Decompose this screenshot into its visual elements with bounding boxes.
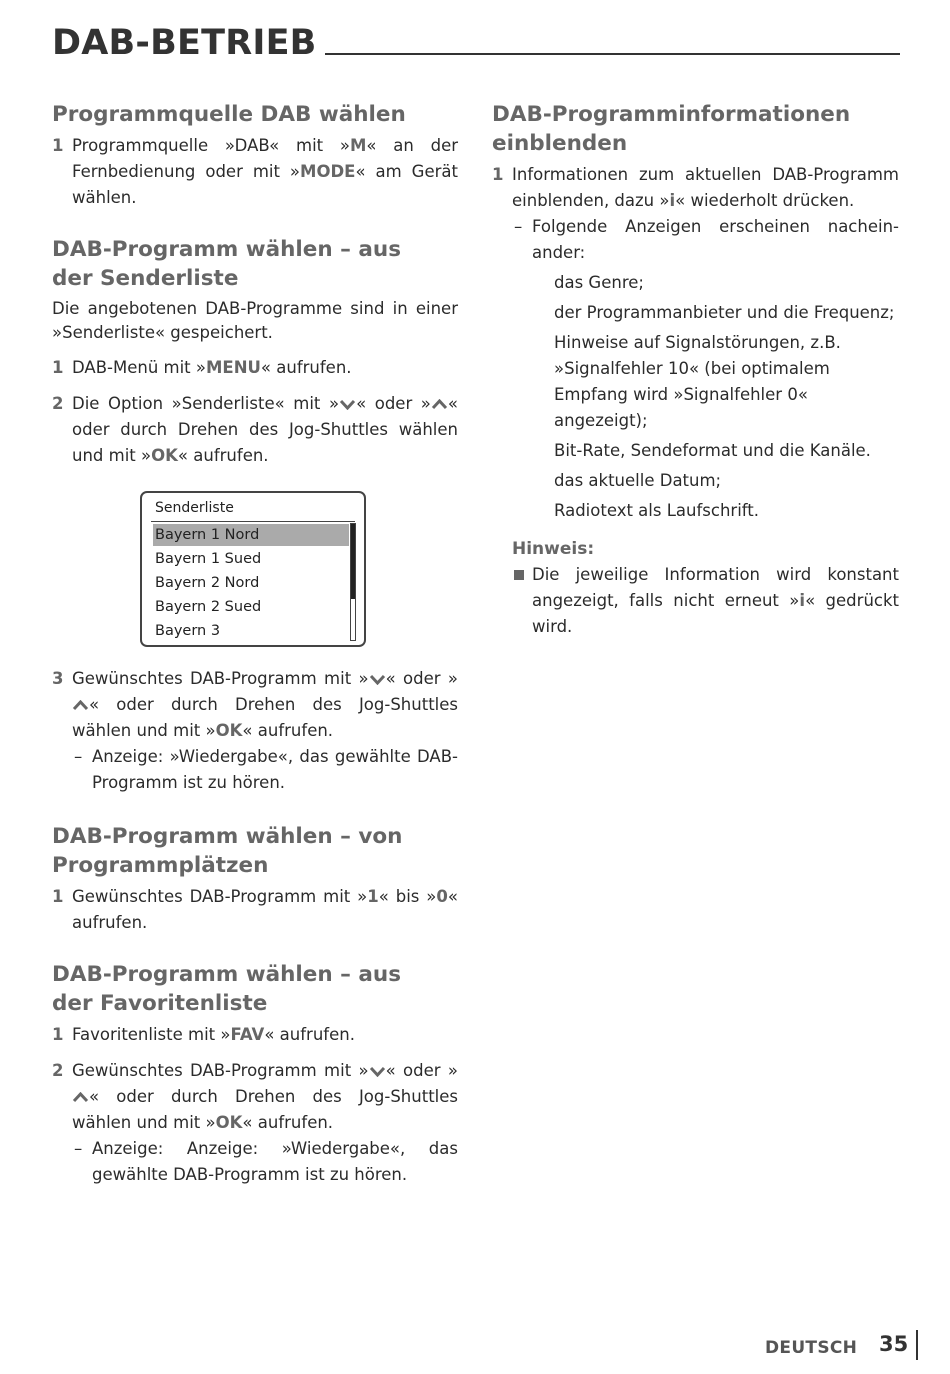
- step-1-fav: 1 Favoritenliste mit »FAV« aufrufen.: [52, 1025, 355, 1044]
- bullet-square-icon: [514, 570, 524, 580]
- key-0: 0: [436, 887, 448, 906]
- chevron-down-icon: [339, 399, 356, 410]
- section-heading-favoritenliste: DAB-Programm wählen – aus der Favoritenliste: [52, 962, 401, 1016]
- step-2-fav-select: 2 Gewünschtes DAB-Programm mit » « oder »« oder durch Drehen des Jog-Shuttles wählen und mit »OK« aufrufen.: [52, 1061, 458, 1132]
- display-screen: [140, 491, 366, 647]
- note-text: Die jeweilige Information wird konstant angezeigt, falls nicht erneut »i« gedrückt wird.: [492, 562, 899, 640]
- section-heading-programminfo: DAB-Programminformationen einblenden: [492, 102, 851, 156]
- list-item: Radiotext als Laufschrift.: [554, 501, 760, 520]
- key-ok: OK: [215, 1113, 243, 1132]
- key-i: i: [799, 591, 806, 610]
- key-1: 1: [367, 887, 379, 906]
- list-item: das aktuelle Datum;: [554, 471, 722, 490]
- chevron-up-icon: [72, 700, 89, 711]
- chevron-up-icon: [72, 1092, 89, 1103]
- right-column: [492, 100, 899, 640]
- chevron-down-icon: [369, 1066, 386, 1077]
- key-fav: FAV: [230, 1025, 265, 1044]
- list-item: Bit-Rate, Sendeformat und die Kanäle.: [554, 441, 871, 460]
- list-item: das Genre;: [554, 273, 644, 292]
- screen-divider: [151, 521, 355, 522]
- key-menu: MENU: [206, 358, 261, 377]
- page-number: 35: [879, 1332, 909, 1356]
- section-heading-senderliste: DAB-Programm wählen – aus der Senderliste: [52, 237, 401, 291]
- screen-list-item: Bayern 2 Sued: [155, 599, 262, 615]
- fav-result-note: – Anzeige: Anzeige: »Wiedergabe«, das gewählte DAB-Programm ist zu hören.: [74, 1139, 458, 1184]
- key-mode: MODE: [300, 162, 356, 181]
- step-1-numbers: 1 Gewünschtes DAB-Programm mit »1« bis »0« aufrufen.: [52, 887, 458, 932]
- key-i: i: [669, 191, 676, 210]
- key-m: M: [350, 136, 367, 155]
- footer-divider: [916, 1330, 918, 1360]
- screen-list-item: Bayern 2 Nord: [155, 575, 260, 591]
- screen-scrollbar: [350, 523, 356, 641]
- page-title: DAB-BETRIEB: [52, 23, 317, 63]
- key-ok: OK: [151, 446, 178, 465]
- step-1-source: 1 Programmquelle »DAB« mit »M« an der Fernbedienung oder mit »MODE« am Gerät wählen.: [52, 136, 459, 207]
- step-1-info: 1 Informationen zum aktuellen DAB-Programm einblenden, dazu »i« wiederholt drücken.: [492, 165, 899, 210]
- header-rule: [325, 53, 900, 55]
- footer-language: DEUTSCH: [765, 1338, 858, 1358]
- chevron-up-icon: [431, 399, 448, 410]
- screen-scrollbar-thumb: [351, 524, 355, 599]
- step-2-option: 2 Die Option »Senderliste« mit » « oder » « oder durch Drehen des Jog-Shuttles wählen und mit »OK« aufrufen.: [52, 394, 458, 465]
- chevron-down-icon: [369, 674, 386, 685]
- screen-list-item: Bayern 1 Sued: [155, 551, 262, 567]
- info-display-list: [492, 270, 899, 524]
- screen-list-item: Bayern 1 Nord: [153, 524, 349, 546]
- note-title: Hinweis:: [512, 539, 595, 559]
- section-heading-programmplaetze: DAB-Programm wählen – von Programmplätzen: [52, 824, 403, 878]
- page-header: [52, 22, 900, 62]
- list-item: Hinweise auf Signalstörungen, z.B. »Signalfehler 10« (bei optimalem Empfang wird »Signalfehler 0« angezeigt);: [554, 333, 841, 430]
- result-note: – Anzeige: »Wiedergabe«, das gewählte DAB-Programm ist zu hören.: [74, 747, 458, 792]
- senderliste-intro: Die angebotenen DAB-Programme sind in einer »Senderliste« gespeichert.: [52, 299, 458, 342]
- screen-title: Senderliste: [155, 500, 234, 516]
- info-sequence-note: – Folgende Anzeigen erscheinen nacheinander:: [514, 217, 899, 262]
- key-ok: OK: [215, 721, 243, 740]
- left-column-lower: [52, 666, 458, 1188]
- left-column: [52, 100, 458, 469]
- section-heading-dab-source: Programmquelle DAB wählen: [52, 102, 406, 127]
- list-item: der Programmanbieter und die Frequenz;: [554, 303, 895, 322]
- step-1-menu: 1 DAB-Menü mit »MENU« aufrufen.: [52, 358, 352, 377]
- screen-list-item: Bayern 3: [155, 623, 221, 639]
- step-3-select: 3 Gewünschtes DAB-Programm mit » « oder »« oder durch Drehen des Jog-Shuttles wählen und mit »OK« aufrufen.: [52, 669, 458, 740]
